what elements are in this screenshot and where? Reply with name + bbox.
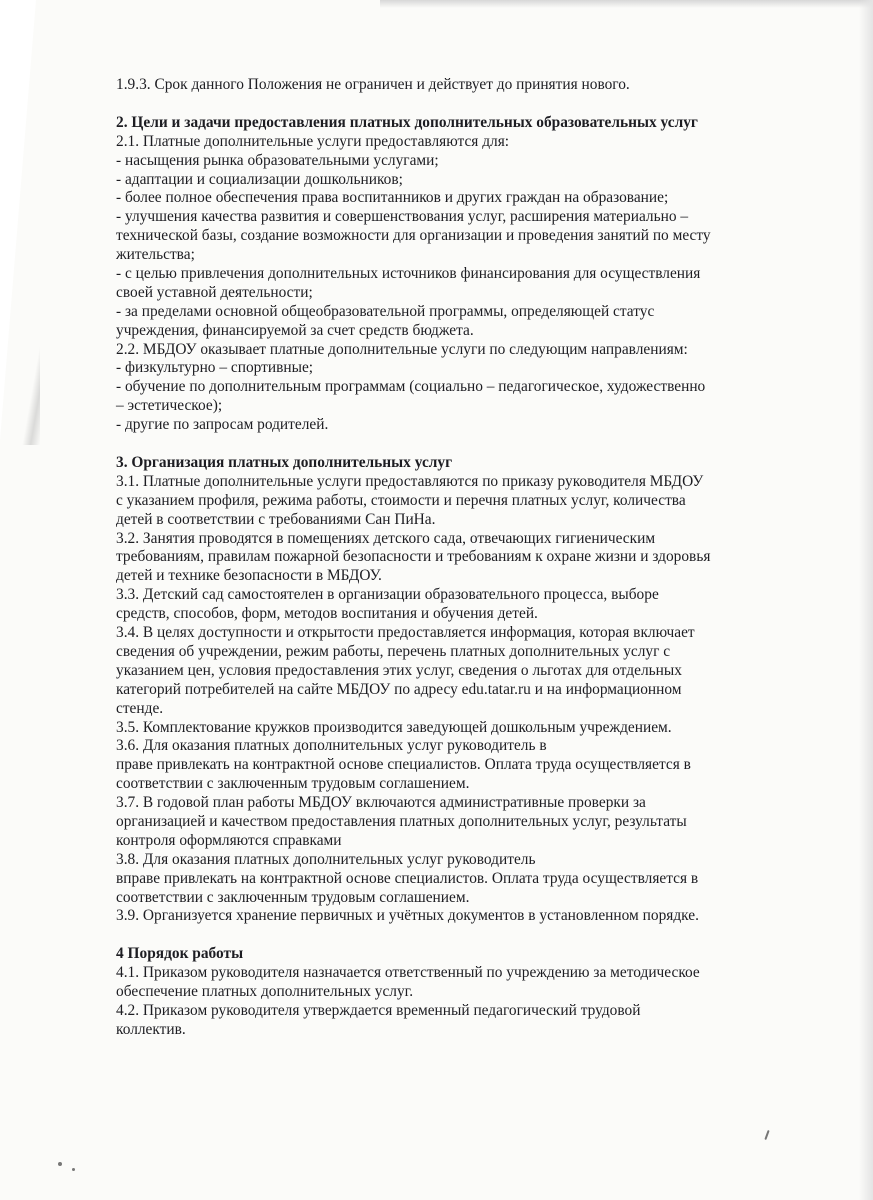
paragraph-line: средств, способов, форм, методов воспитания и обучения детей.: [116, 605, 538, 623]
section-heading: 3. Организация платных дополнительных услуг: [116, 454, 453, 472]
paragraph-line: жительства;: [116, 246, 195, 264]
paragraph-line: соответствии с заключенным трудовым соглашением.: [116, 775, 470, 793]
paragraph-line: 3.2. Занятия проводятся в помещениях детского сада, отвечающих гигиеническим: [116, 529, 656, 547]
paragraph-line: 2.2. МБДОУ оказывает платные дополнительные услуги по следующим направлениям:: [116, 340, 688, 358]
paragraph-line: 1.9.3. Срок данного Положения не ограничен и действует до принятия нового.: [116, 76, 630, 93]
paragraph-line: - обучение по дополнительным программам (социально – педагогическое, художественно: [116, 378, 706, 396]
paragraph-line: - улучшения качества развития и совершенствования услуг, расширения материально –: [116, 208, 689, 226]
paragraph-line: детей и технике безопасности в МБДОУ.: [116, 567, 382, 585]
section-3-lines: [116, 473, 786, 926]
paragraph-line: - с целью привлечения дополнительных источников финансирования для осуществления: [116, 265, 701, 283]
folded-corner: [0, 0, 36, 440]
blank-line: [116, 926, 786, 945]
paragraph-line: категорий потребителей на сайте МБДОУ по адресу edu.tatar.ru и на информационном: [116, 680, 682, 698]
paragraph-line: 3.7. В годовой план работы МБДОУ включаются административные проверки за: [116, 794, 646, 812]
paragraph-line: коллектив.: [116, 1020, 186, 1038]
paragraph-line: праве привлекать на контрактной основе специалистов. Оплата труда осуществляется в: [116, 756, 691, 774]
paragraph-line: 2.1. Платные дополнительные услуги предоставляются для:: [116, 132, 510, 150]
paragraph-line: требованиям, правилам пожарной безопасности и требованиям к охране жизни и здоровья: [116, 548, 711, 566]
paragraph-line: – эстетическое);: [116, 397, 223, 415]
blank-line: [116, 435, 786, 454]
paragraph-line: указанием цен, условия предоставления этих услуг, сведения о льготах для отдельных: [116, 661, 682, 679]
paragraph-line: 3.1. Платные дополнительные услуги предоставляются по приказу руководителя МБДОУ: [116, 472, 704, 490]
paragraph-line: 4.1. Приказом руководителя назначается ответственный по учреждению за методическое: [116, 964, 700, 982]
paragraph-line: соответствии с заключенным трудовым соглашением.: [116, 888, 470, 906]
section-4-lines: [116, 964, 786, 1040]
paragraph-line: 3.8. Для оказания платных дополнительных услуг руководитель: [116, 850, 536, 868]
paragraph-line: контроля оформляются справками: [116, 831, 342, 849]
paragraph-line: своей уставной деятельности;: [116, 283, 313, 301]
paragraph-line: сведения об учреждении, режим работы, перечень платных дополнительных услуг с: [116, 642, 671, 660]
paragraph-line: 3.4. В целях доступности и открытости предоставляется информация, которая включает: [116, 624, 695, 642]
paragraph-line: вправе привлекать на контрактной основе специалистов. Оплата труда осуществляется в: [116, 869, 699, 887]
paragraph-line: - за пределами основной общеобразовательной программы, определяющей статус: [116, 302, 655, 320]
section-2-lines: [116, 133, 786, 435]
paragraph-line: детей в соответствии с требованиями Сан ПиНа.: [116, 510, 436, 528]
paragraph-line: 3.6. Для оказания платных дополнительных услуг руководитель в: [116, 737, 547, 755]
scan-speck: [58, 1162, 62, 1166]
paragraph-line: 3.5. Комплектование кружков производится заведующей дошкольным учреждением.: [116, 718, 672, 736]
paragraph-line: обеспечение платных дополнительных услуг.: [116, 983, 414, 1001]
document-body: [116, 76, 786, 1040]
paragraph-line: учреждения, финансируемой за счет средств бюджета.: [116, 321, 474, 339]
paragraph-line: - физкультурно – спортивные;: [116, 359, 314, 377]
scan-speck: [72, 1168, 75, 1171]
section-heading: 4 Порядок работы: [116, 945, 244, 963]
page-top-edge-shadow: [380, 0, 873, 8]
paragraph-line: стенде.: [116, 699, 164, 717]
blank-line: [116, 95, 786, 114]
intro-block: [116, 76, 786, 95]
paragraph-line: 3.3. Детский сад самостоятелен в организации образовательного процесса, выборе: [116, 586, 659, 604]
paragraph-line: 3.9. Организуется хранение первичных и учётных документов в установленном порядке.: [116, 907, 699, 925]
page-right-edge-shadow: [859, 0, 873, 1200]
paragraph-line: 4.2. Приказом руководителя утверждается временный педагогический трудовой: [116, 1001, 641, 1019]
section-2: [116, 114, 786, 435]
paragraph-line: организацией и качеством предоставления платных дополнительных услуг, результаты: [116, 812, 687, 830]
paragraph-line: - насыщения рынка образовательными услугами;: [116, 151, 439, 169]
scan-speck: [764, 1130, 769, 1140]
section-4: [116, 945, 786, 1039]
section-3: [116, 454, 786, 926]
paragraph-line: с указанием профиля, режима работы, стоимости и перечня платных услуг, количества: [116, 491, 686, 509]
section-heading: 2. Цели и задачи предоставления платных дополнительных образовательных услуг: [116, 113, 698, 131]
paragraph-line: - более полное обеспечения права воспитанников и других граждан на образование;: [116, 189, 669, 207]
paragraph-line: - другие по запросам родителей.: [116, 416, 329, 434]
paragraph-line: технической базы, создание возможности для организации и проведения занятий по месту: [116, 227, 711, 245]
paragraph-line: - адаптации и социализации дошкольников;: [116, 170, 403, 188]
